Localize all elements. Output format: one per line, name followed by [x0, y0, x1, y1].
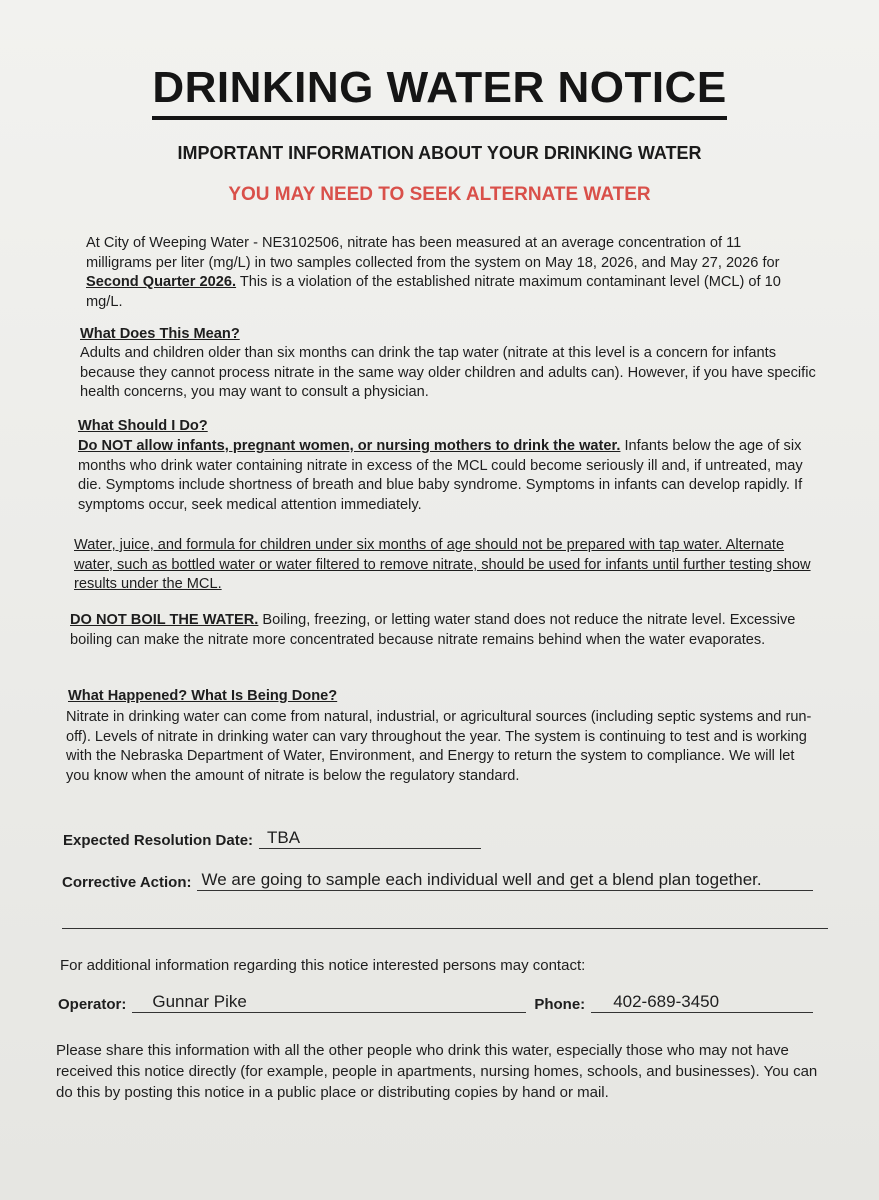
- intro-text-after: This is a violation of the established nitrate maximum contaminant level (MCL) of 10 mg/L.: [86, 274, 781, 310]
- header: [0, 62, 879, 120]
- corrective-label: Corrective Action:: [62, 874, 192, 891]
- happened-body: Nitrate in drinking water can come from natural, industrial, or agricultural sources (including septic systems and run-off). Levels of nitrate in drinking water can vary throughout the year. The system is continuing to test and is working with the Nebraska Department of Water, Environment, and Energy to return the system to compliance. We will let you know when the amount of nitrate is below the regulatory standard.: [66, 709, 812, 784]
- resolution-value: TBA: [259, 828, 481, 849]
- blank-rule: [62, 928, 828, 929]
- resolution-label: Expected Resolution Date:: [63, 832, 254, 849]
- resolution-row: [63, 828, 481, 849]
- boil-body: Boiling, freezing, or letting water stand does not reduce the nitrate level. Excessive boiling can make the nitrate more concentrated because nitrate remains behind when the water evaporates.: [70, 612, 796, 648]
- corrective-value: We are going to sample each individual well and get a blend plan together.: [197, 870, 813, 891]
- should-do-body: Infants below the age of six months who drink water containing nitrate in excess of the MCL could become seriously ill and, if untreated, may die. Symptoms include shortness of breath and blue baby syndrome. Symptoms in infants can develop rapidly. If symptoms occur, seek medical attention immediately.: [78, 438, 803, 513]
- operator-row: [58, 992, 813, 1013]
- contact-intro: For additional information regarding this notice interested persons may contact:: [60, 957, 586, 974]
- meaning-body: Adults and children older than six months can drink the tap water (nitrate at this level is a concern for infants because they cannot process nitrate in the same way older children and adults can). However, if you have specific health concerns, you may want to consult a physician.: [80, 345, 816, 400]
- meaning-heading: What Does This Mean?: [80, 326, 240, 342]
- boil-paragraph: [70, 611, 814, 650]
- notice-subtitle: IMPORTANT INFORMATION ABOUT YOUR DRINKING WATER: [177, 143, 702, 163]
- should-do-paragraph: [78, 437, 822, 515]
- formula-paragraph: Water, juice, and formula for children under six months of age should not be prepared with tap water. Alternate water, such as bottled water or water filtered to remove nitrate, should be used for infants until further testing show results under the MCL.: [74, 537, 811, 592]
- operator-value: Gunnar Pike: [132, 992, 526, 1013]
- notice-title: DRINKING WATER NOTICE: [152, 62, 726, 120]
- phone-label: Phone:: [534, 996, 586, 1013]
- happened-heading: What Happened? What Is Being Done?: [68, 688, 338, 704]
- operator-label: Operator:: [58, 996, 127, 1013]
- alert-text: YOU MAY NEED TO SEEK ALTERNATE WATER: [228, 184, 651, 205]
- intro-paragraph: [86, 234, 808, 312]
- infant-warning: Do NOT allow infants, pregnant women, or nursing mothers to drink the water.: [78, 438, 621, 454]
- quarter-label: Second Quarter 2026.: [86, 274, 237, 290]
- corrective-row: [62, 870, 813, 891]
- phone-value: 402-689-3450: [591, 992, 813, 1013]
- should-do-heading: What Should I Do?: [78, 418, 208, 434]
- share-paragraph: Please share this information with all the other people who drink this water, especially those who may not have received this notice directly (for example, people in apartments, nursing homes, schools, and businesses). You can do this by posting this notice in a public place or distributing copies by hand or mail.: [56, 1042, 818, 1101]
- boil-heading: DO NOT BOIL THE WATER.: [70, 612, 259, 628]
- intro-text-before: At City of Weeping Water - NE3102506, nitrate has been measured at an average concentration of 11 milligrams per liter (mg/L) in two samples collected from the system on May 18, 2026, and May 27, 2026 for: [86, 235, 780, 271]
